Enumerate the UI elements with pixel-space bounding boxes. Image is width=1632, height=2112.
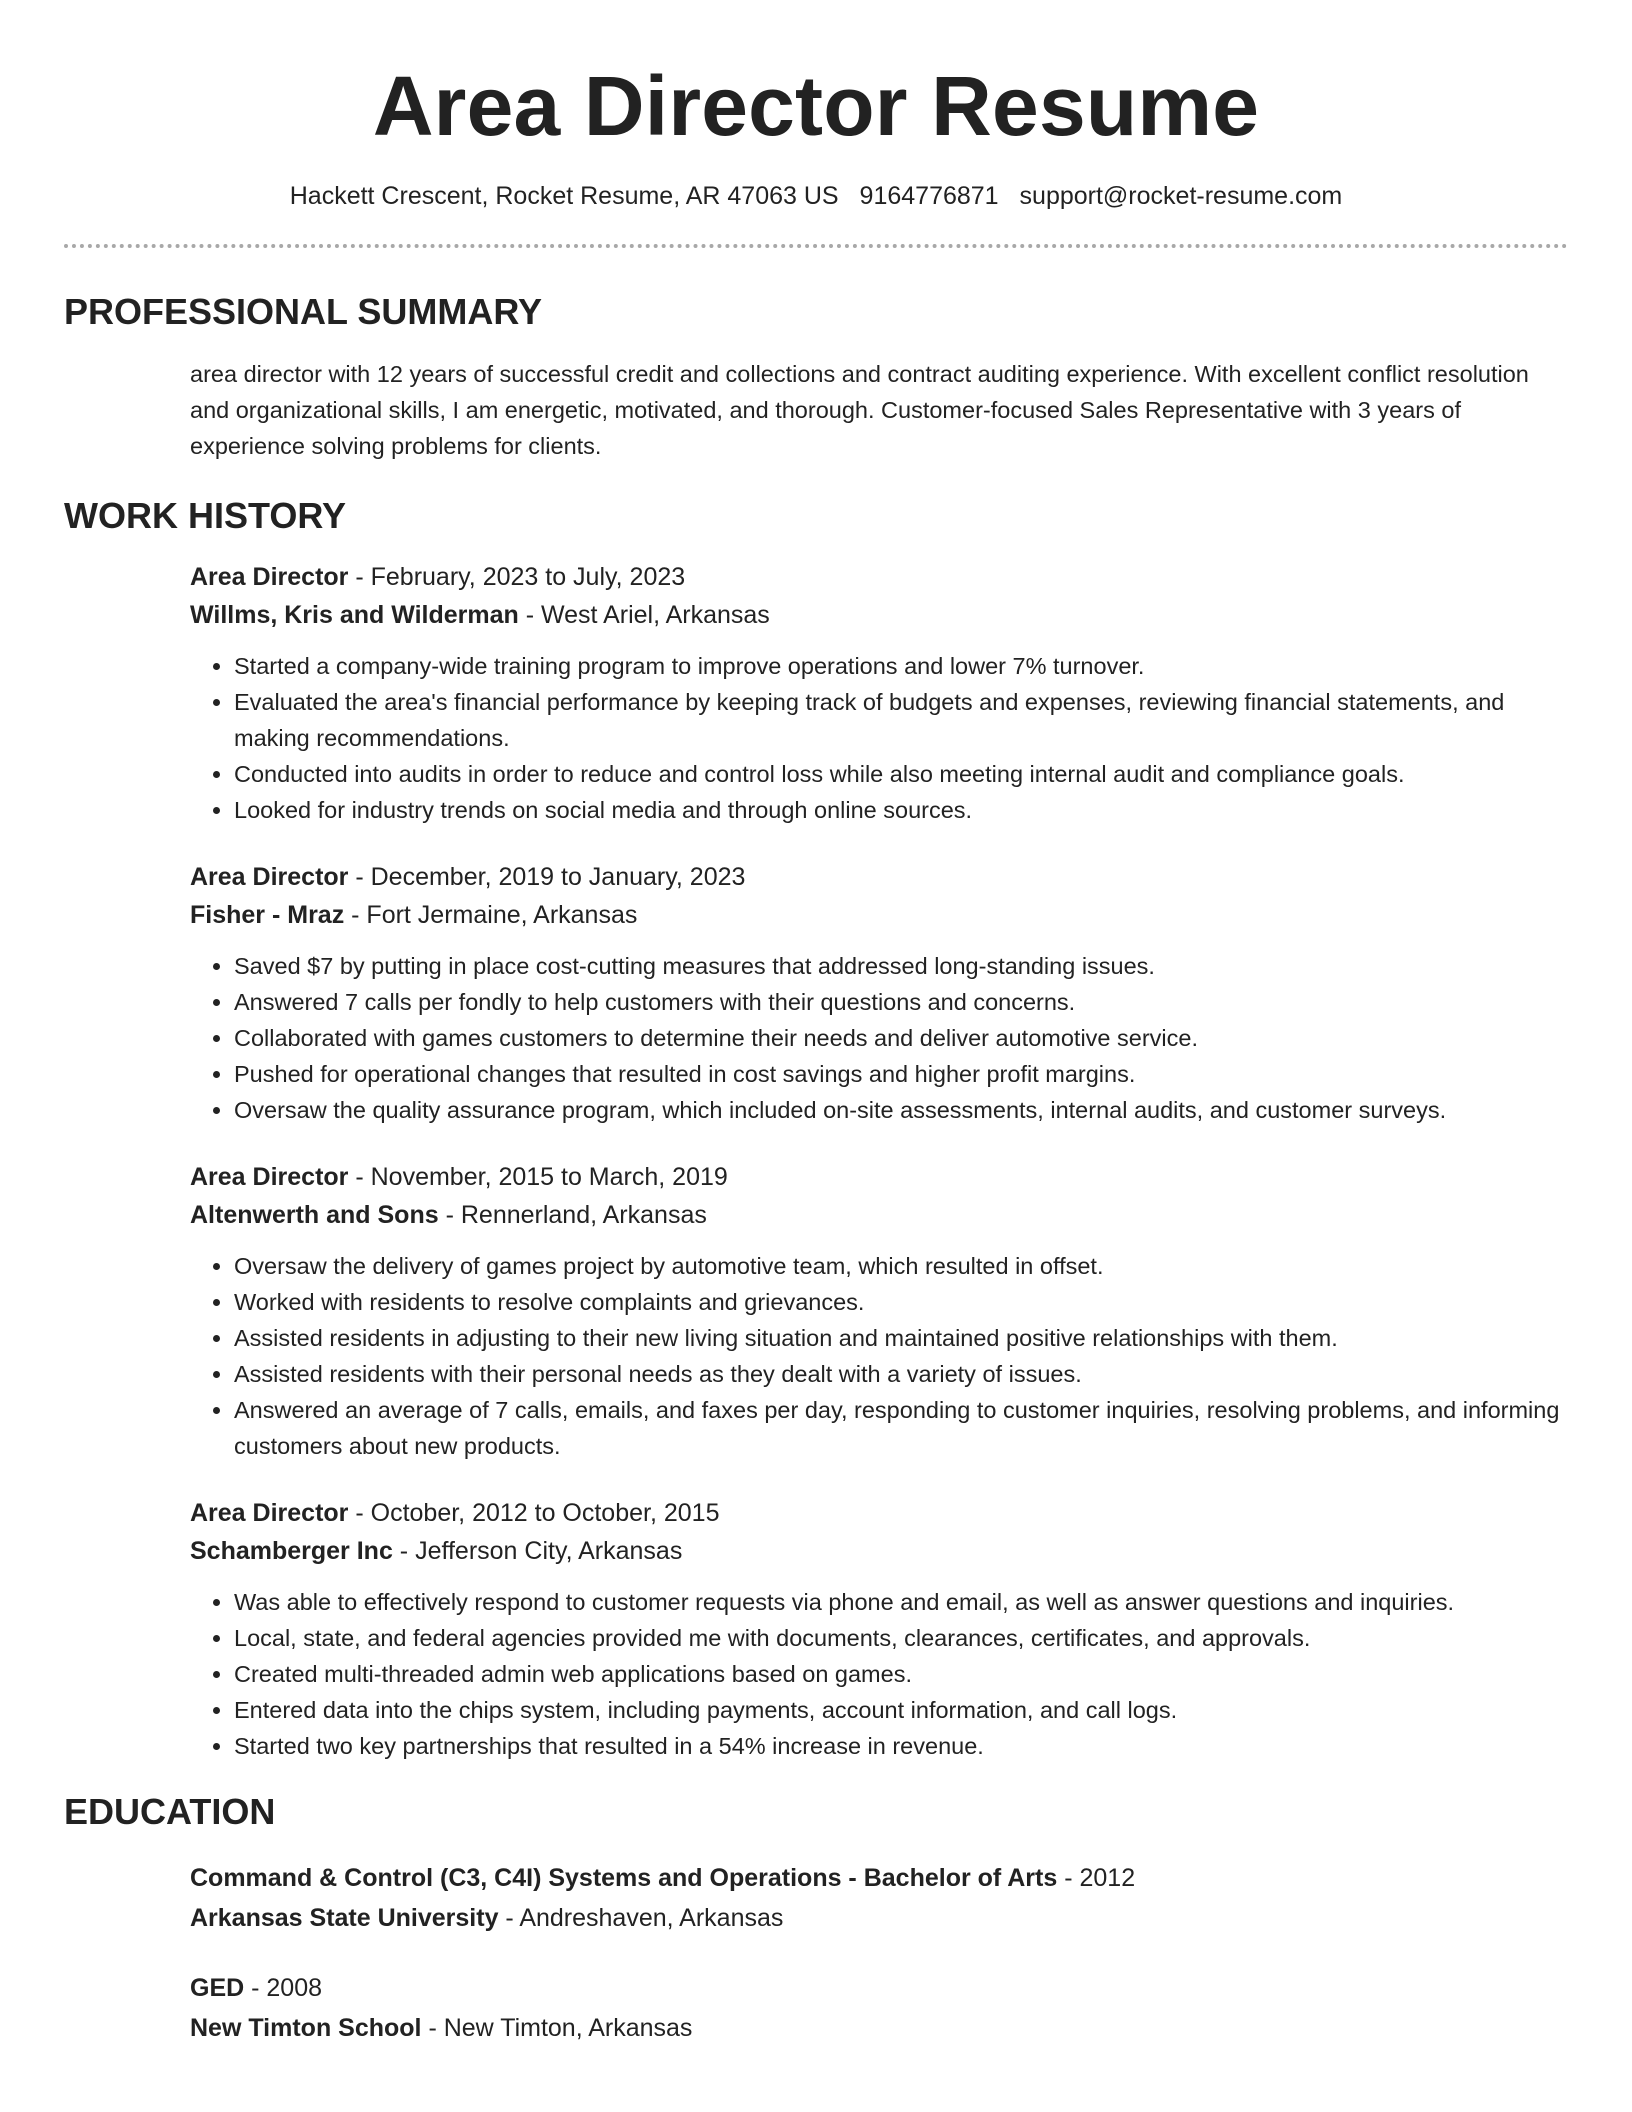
job-bullet: • Started a company-wide training program to improve operations and lower 7% turnover. [234, 648, 1568, 684]
job-bullet: • Oversaw the delivery of games project by automotive team, which resulted in offset. [234, 1248, 1568, 1284]
job-company: Willms, Kris and Wilderman [190, 601, 519, 629]
job-location: - Fort Jermaine, Arkansas [344, 901, 638, 929]
job-entry [190, 858, 1568, 1128]
job-bullet: • Answered 7 calls per fondly to help customers with their questions and concerns. [234, 984, 1568, 1020]
job-dates: - December, 2019 to January, 2023 [348, 863, 746, 891]
job-location: - Jefferson City, Arkansas [392, 1537, 683, 1565]
job-company-line [190, 596, 1568, 634]
job-title-line [190, 558, 1568, 596]
job-company-line [190, 896, 1568, 934]
job-bullet: • Oversaw the quality assurance program, which included on-site assessments, internal audits, and customer surveys. [234, 1092, 1568, 1128]
contact-phone: 9164776871 [859, 182, 999, 210]
education-location: - Andreshaven, Arkansas [498, 1904, 784, 1932]
education-year: - 2012 [1057, 1864, 1136, 1892]
job-bullet: • Assisted residents with their personal needs as they dealt with a variety of issues. [234, 1356, 1568, 1392]
education-year: - 2008 [244, 1974, 323, 2002]
education-school: New Timton School [190, 2014, 422, 2042]
job-title-line [190, 858, 1568, 896]
education-school: Arkansas State University [190, 1904, 499, 1932]
job-dates: - November, 2015 to March, 2019 [348, 1163, 728, 1191]
education-location: - New Timton, Arkansas [421, 2014, 693, 2042]
job-bullet: • Created multi-threaded admin web applications based on games. [234, 1656, 1568, 1692]
job-company-line [190, 1196, 1568, 1234]
job-entry [190, 558, 1568, 828]
page-title: Area Director Resume [372, 59, 1260, 153]
education-school-line [190, 2008, 1568, 2048]
contact-address: Hackett Crescent, Rocket Resume, AR 47063 US [289, 182, 839, 210]
job-title: Area Director [190, 1499, 349, 1527]
education-degree: Command & Control (C3, C4I) Systems and Operations - Bachelor of Arts [190, 1864, 1058, 1892]
job-title: Area Director [190, 863, 349, 891]
job-bullets [190, 648, 1568, 828]
education-school-line [190, 1898, 1568, 1938]
job-location: - West Ariel, Arkansas [518, 601, 770, 629]
job-bullets [190, 1248, 1568, 1464]
job-title: Area Director [190, 563, 349, 591]
work-history-heading: WORK HISTORY [64, 495, 347, 536]
job-dates: - October, 2012 to October, 2015 [348, 1499, 720, 1527]
job-bullet: • Pushed for operational changes that resulted in cost savings and higher profit margins. [234, 1056, 1568, 1092]
education-degree: GED [190, 1974, 245, 2002]
job-bullet: • Conducted into audits in order to reduce and control loss while also meeting internal audit and compliance goals. [234, 756, 1568, 792]
job-bullet: • Looked for industry trends on social media and through online sources. [234, 792, 1568, 828]
job-bullet: • Worked with residents to resolve complaints and grievances. [234, 1284, 1568, 1320]
summary-heading: PROFESSIONAL SUMMARY [64, 291, 543, 332]
job-bullet: • Entered data into the chips system, including payments, account information, and call logs. [234, 1692, 1568, 1728]
education-entry [190, 1858, 1568, 1938]
education-heading: EDUCATION [64, 1791, 276, 1832]
job-title: Area Director [190, 1163, 349, 1191]
job-bullet: • Answered an average of 7 calls, emails, and faxes per day, responding to customer inquiries, resolving problems, and informing customers about new products. [234, 1392, 1568, 1464]
education-degree-line [190, 1858, 1568, 1898]
contact-line [64, 180, 1568, 212]
job-bullet: • Assisted residents in adjusting to their new living situation and maintained positive relationships with them. [234, 1320, 1568, 1356]
summary-text: area director with 12 years of successful credit and collections and contract auditing experience. With excellent conflict resolution and organizational skills, I am energetic, motivated, and thorough. Customer-focused Sales Representative with 3 years of experience solving problems for clients. [190, 361, 1529, 459]
job-bullet: • Started two key partnerships that resulted in a 54% increase in revenue. [234, 1728, 1568, 1764]
education-entry [190, 1968, 1568, 2048]
job-bullet: • Local, state, and federal agencies provided me with documents, clearances, certificates, and approvals. [234, 1620, 1568, 1656]
job-bullets [190, 1584, 1568, 1764]
job-bullets [190, 948, 1568, 1128]
job-title-line [190, 1158, 1568, 1196]
job-company: Schamberger Inc [190, 1537, 393, 1565]
job-company: Fisher - Mraz [190, 901, 345, 929]
job-bullet: • Saved $7 by putting in place cost-cutting measures that addressed long-standing issues. [234, 948, 1568, 984]
job-bullet: • Was able to effectively respond to customer requests via phone and email, as well as answer questions and inquiries. [234, 1584, 1568, 1620]
job-dates: - February, 2023 to July, 2023 [348, 563, 686, 591]
job-title-line [190, 1494, 1568, 1532]
header-divider [64, 244, 1568, 248]
job-entry [190, 1158, 1568, 1464]
contact-email: support@rocket-resume.com [1019, 182, 1343, 210]
job-bullet: • Evaluated the area's financial performance by keeping track of budgets and expenses, reviewing financial statements, and making recommendations. [234, 684, 1568, 756]
job-entry [190, 1494, 1568, 1764]
education-degree-line [190, 1968, 1568, 2008]
job-location: - Rennerland, Arkansas [438, 1201, 707, 1229]
job-company-line [190, 1532, 1568, 1570]
job-company: Altenwerth and Sons [190, 1201, 439, 1229]
job-bullet: • Collaborated with games customers to determine their needs and deliver automotive service. [234, 1020, 1568, 1056]
